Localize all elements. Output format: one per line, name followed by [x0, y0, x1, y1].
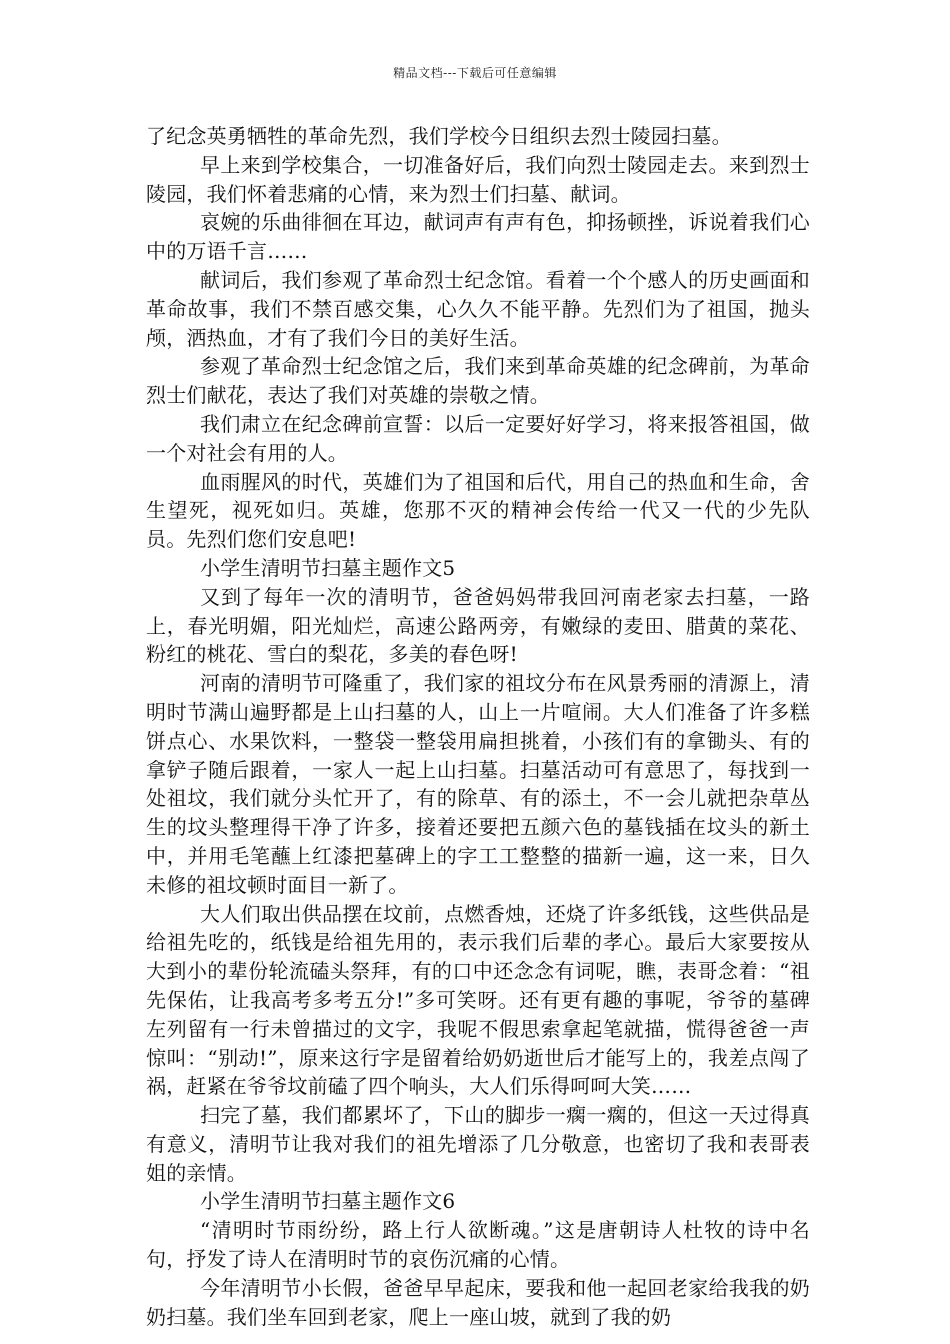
paragraph: 扫完了墓，我们都累坏了，下山的脚步一瘸一瘸的，但这一天过得真有意义，清明节让我对我们的祖先增添了几分敬意，也密切了我和表哥表姐的亲情。	[146, 1103, 810, 1185]
paragraph: “清明时节雨纷纷，路上行人欲断魂。”这是唐朝诗人杜牧的诗中名句，抒发了诗人在清明时节的哀伤沉痛的心情。	[146, 1218, 810, 1272]
paragraph: 了纪念英勇牺牲的革命先烈，我们学校今日组织去烈士陵园扫墓。	[146, 124, 732, 148]
paragraph: 献词后，我们参观了革命烈士纪念馆。看着一个个感人的历史画面和革命故事，我们不禁百感交集，心久久不能平静。先烈们为了祖国，抛头颅，洒热血，才有了我们今日的美好生活。	[146, 267, 810, 350]
paragraph: 大人们取出供品摆在坟前，点燃香烛，还烧了许多纸钱，这些供品是给祖先吃的，纸钱是给祖先用的，表示我们后辈的孝心。最后大家要按从大到小的辈份轮流磕头祭拜，有的口中还念念有词呢，瞧，表哥念着：“祖先保佑，让我高考多考五分!”多可笑呀。还有更有趣的事呢，爷爷的墓碑左列留有一行未曾描过的文字，我呢不假思索拿起笔就描，慌得爸爸一声惊叫：“别动!”，原来这行字是留着给奶奶逝世后才能写上的，我差点闯了祸，赶紧在爷爷坟前磕了四个响头，大人们乐得呵呵大笑……	[146, 901, 810, 1099]
paragraph: 河南的清明节可隆重了，我们家的祖坟分布在风景秀丽的清源上，清明时节满山遍野都是上山扫墓的人，山上一片喧闹。大人们准备了许多糕饼点心、水果饮料，一整袋一整袋用扁担挑着，小孩们有的拿锄头、有的拿铲子随后跟着，一家人一起上山扫墓。扫墓活动可有意思了，每找到一处祖坟，我们就分头忙开了，有的除草、有的添土，不一会儿就把杂草丛生的坟头整理得干净了许多，接着还要把五颜六色的墓钱插在坟头的新土中，并用毛笔蘸上红漆把墓碑上的字工工整整的描新一遍，这一来，日久未修的祖坟顿时面目一新了。	[146, 671, 810, 897]
paragraph: 今年清明节小长假，爸爸早早起床，要我和他一起回老家给我我的奶奶扫墓。我们坐车回到老家，爬上一座山坡，就到了我的奶	[146, 1275, 810, 1329]
paragraph: 又到了每年一次的清明节，爸爸妈妈带我回河南老家去扫墓，一路上，春光明媚，阳光灿烂，高速公路两旁，有嫩绿的麦田、腊黄的菜花、粉红的桃花、雪白的梨花，多美的春色呀!	[146, 584, 810, 667]
paragraph: 血雨腥风的时代，英雄们为了祖国和后代，用自己的热血和生命，舍生望死，视死如归。英雄，您那不灭的精神会传给一代又一代的少先队员。先烈们您们安息吧!	[146, 469, 810, 552]
paragraph: 我们肃立在纪念碑前宣誓：以后一定要好好学习，将来报答祖国，做一个对社会有用的人。	[146, 411, 810, 465]
document-body	[146, 122, 810, 1331]
paragraph: 哀婉的乐曲徘徊在耳边，献词声有声有色，抑扬顿挫，诉说着我们心中的万语千言……	[146, 210, 810, 264]
section-heading: 小学生清明节扫墓主题作文6	[200, 1189, 456, 1214]
paragraph: 早上来到学校集合，一切准备好后，我们向烈士陵园走去。来到烈士陵园，我们怀着悲痛的心情，来为烈士们扫墓、献词。	[146, 152, 810, 206]
page-header: 精品文档---下载后可任意编辑	[393, 66, 557, 80]
section-heading: 小学生清明节扫墓主题作文5	[200, 555, 456, 580]
paragraph: 参观了革命烈士纪念馆之后，我们来到革命英雄的纪念碑前，为革命烈士们献花，表达了我们对英雄的崇敬之情。	[146, 354, 810, 408]
